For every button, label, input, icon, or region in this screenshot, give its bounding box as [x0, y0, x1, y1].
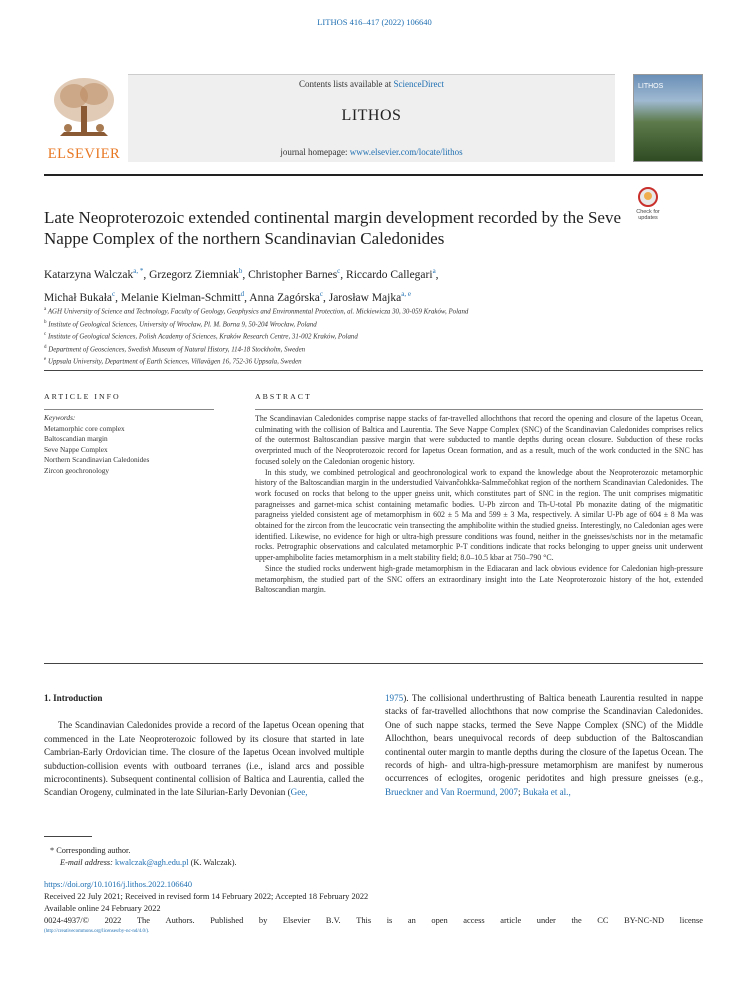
keyword: Zircon geochronology [44, 465, 110, 475]
licence-word: BY-NC-ND [624, 916, 665, 926]
footnote-rule [44, 836, 92, 837]
check-updates-dot [644, 192, 652, 200]
licence-word: article [500, 916, 522, 926]
licence-word: access [463, 916, 485, 926]
author: Anna Zagórska [249, 291, 320, 304]
footnote [50, 845, 237, 869]
article-title: Late Neoproterozoic extended continental margin development recorded by the Seve Nappe Complex of the northern Scandinavian Caledonides [44, 208, 621, 248]
sciencedirect-link[interactable]: ScienceDirect [393, 79, 444, 89]
licence-word: Elsevier [282, 916, 311, 926]
intro-paragraph-continued: 1975). The collisional underthrusting of Baltica beneath Laurentia resulted in nappe stacks of far-travelled allochthons that now comprise the Scandinavian Caledonides. One of such nappe stacks, termed the Seve Nappe Complex (SNC) of the Middle Allochthon, bears unequivocal records of deep subduction of the Baltoscandian continental outer margin to mantle depths during the closure of the Iapetus Ocean. The records of high- and ultra-high-pressure metamorphism are manifest by numerous occurrences of eclogites, orogenic peridotites and high pressure gneisses (e.g., Brueckner and Van Roermund, 2007; Bukała et al., [385, 693, 703, 797]
licence-word: Authors. [165, 916, 195, 926]
licence-word: The [136, 916, 150, 926]
abstract-body [255, 409, 703, 596]
elsevier-logo[interactable] [44, 74, 124, 162]
affiliation: $^d$ Department of Geosciences, Swedish Museum of Natural History, 114-18 Stockholm, Sweden [44, 344, 306, 354]
citation-link[interactable]: Bukała et al., [522, 786, 571, 797]
abstract-rule [44, 663, 703, 664]
article-info-heading: ARTICLE INFO [44, 392, 121, 401]
author-sup[interactable]: a, e [401, 289, 411, 298]
affiliations [44, 305, 664, 368]
homepage-line: journal homepage: www.elsevier.com/locate/lithos [280, 147, 463, 157]
author: Michał Bukała [44, 291, 113, 304]
keywords-box [44, 409, 214, 476]
intro-paragraph: The Scandinavian Caledonides provide a record of the Iapetus Ocean opening that commenced in the Late Neoproterozoic followed by its closure that started in late Cambrian-Early Ordovician time. The closure of the Iapetus Ocean involved multiple subduction-collision events with outboard terranes (i.e., island arcs and possible microcontinents). Subsequent continental collision of Baltica and Laurentia, called the Scandian Orogeny, culminated in the late Silurian-Early Devonian (Gee, [44, 720, 364, 798]
check-updates-label: Check for updates [636, 209, 660, 221]
affiliation: $^a$ AGH University of Science and Technology, Faculty of Geology, Geophysics and Environmental Protection, al. Mickiewicza 30, 30-059 Kraków, Poland [44, 307, 469, 316]
masthead [44, 74, 703, 162]
journal-name: LITHOS [341, 107, 402, 124]
author-sup[interactable]: b [238, 267, 243, 275]
licence-word: license [679, 916, 703, 926]
affiliations-rule [44, 370, 703, 371]
affiliation: $^c$ Institute of Geological Sciences, Polish Academy of Sciences, Kraków Research Centre, 31-002 Kraków, Poland [44, 332, 358, 341]
author: Riccardo Callegari [346, 268, 433, 281]
author-sup[interactable]: d [240, 289, 245, 298]
doi-link[interactable]: https://doi.org/10.1016/j.lithos.2022.106640 [44, 880, 193, 889]
abstract-paragraph: The Scandinavian Caledonides comprise nappe stacks of far-travelled allochthons that record the opening and closure of the Iapetus Ocean, culminating with the collision of Baltica and Laurentia. The Seve Nappe Complex (SNC) of the Scandinavian Caledonides comprises relics of the outermost Baltoscandian passive margin that were subducted to mantle depths during ocean closure. Subduction of these rocks overprinted much of the Neoproterozoic record for Iapetus Ocean formation, and as a result, much of the work conducted in the SNC has focused solely on the Caledonian orogenic history. [255, 414, 703, 466]
author: Christopher Barnes [248, 268, 338, 281]
available-online: Available online 24 February 2022 [44, 904, 161, 914]
licence-word: 0024-4937/© [44, 916, 89, 926]
citation-link[interactable]: 1975 [385, 693, 404, 703]
author-sup[interactable]: a [432, 267, 436, 275]
cover-title: LITHOS [638, 83, 664, 90]
licence-line [44, 915, 703, 927]
abstract-paragraph: In this study, we combined petrological and geochronological work to expand the knowledge about the Neoproterozoic metamorphic history of the Baltoscandian margin in the understudied Vaivančohkka-Salmmečohkat region of the northern Scandinavian Caledonides. The work focused on rocks that belong to the upper gneiss unit, which constitutes part of SNC in the region. The unit comprises migmatitic paragneisses and garnet-mica schist containing metamafic bodies. U-Pb zircon and Th-U-total Pb monazite dating of the migmatitic paragneiss yielded consistent age of metamorphism in 602 ± 5 Ma and 599 ± 3 Ma, respectively. A similar U-Pb age of 604 ± 8 Ma was obtained for the zircon from the leucocratic vein transecting the amphibolite within the studied gneiss. Interestingly, no Caledonian ages were identified. Likewise, no evidence for high or ultra-high pressure conditions was found, neither in the gneisses/schists nor in the metamafic rocks. Petrographic observations and calculated metamorphic P-T conditions indicate that rocks belonging to upper gneiss unit underwent upper-amphibolite facies metamorphism in a melt stability field; 8.0–10.5 kbar at 750–790 °C. [255, 467, 703, 563]
author-sup[interactable]: c [337, 267, 341, 275]
contents-line: Contents lists available at ScienceDirect [299, 79, 444, 89]
publication-info [44, 879, 703, 936]
author: Katarzyna Walczak [44, 268, 134, 281]
citation-link[interactable]: Gee, [290, 787, 308, 798]
licence-word: Published [210, 916, 244, 926]
email-link[interactable]: kwalczak@agh.edu.pl [115, 858, 189, 867]
keyword: Seve Nappe Complex [44, 444, 108, 454]
citation-link[interactable]: Brueckner and Van Roermund, 2007 [385, 786, 518, 797]
homepage-link[interactable]: www.elsevier.com/locate/lithos [349, 147, 463, 157]
author-sup[interactable]: c [319, 289, 323, 298]
received-dates: Received 22 July 2021; Received in revised form 14 February 2022; Accepted 18 February 2022 [44, 892, 369, 902]
keyword: Metamorphic core complex [44, 423, 125, 433]
licence-word: B.V. [325, 916, 341, 926]
elsevier-wordmark: ELSEVIER [47, 146, 121, 162]
keywords-label: Keywords: [44, 413, 76, 422]
affiliation: $^e$ Uppsala University, Department of Earth Sciences, Villavägen 16, 752-36 Uppsala, Sweden [44, 357, 302, 366]
check-for-updates-badge[interactable] [629, 187, 667, 225]
author: Jarosław Majka [328, 291, 402, 304]
intro-left-column [44, 692, 364, 800]
keyword: Baltoscandian margin [44, 434, 108, 443]
email-line: E-mail address: kwalczak@agh.edu.pl (K. Walczak). [60, 858, 237, 867]
licence-word: 2022 [104, 916, 122, 926]
masthead-rule [44, 174, 703, 176]
author: Melanie Kielman-Schmitt [120, 291, 241, 304]
abstract-heading: ABSTRACT [255, 392, 312, 401]
section-heading-introduction: 1. Introduction [44, 693, 103, 703]
intro-right-column [385, 692, 703, 799]
licence-word: under [536, 916, 556, 926]
affiliation: $^b$ Institute of Geological Sciences, University of Wrocław, Pl. M. Borna 9, 50-204 Wrocław, Poland [44, 319, 317, 328]
author-sup[interactable]: c [112, 289, 116, 298]
corresponding-author-note: * Corresponding author. [50, 846, 131, 855]
journal-cover-image[interactable] [633, 74, 703, 162]
masthead-center [128, 74, 615, 162]
author-list: Katarzyna Walczak$^{a, *}$, Grzegorz Ziemniak$^b$, Christopher Barnes$^c$, Riccardo Callegari$^a$, Michał Bukała$^c$, Melanie Kielman-Schmitt$^d$, Anna Zagórska$^c$, Jarosław Majka$^{a, e}$ [44, 267, 439, 304]
licence-word: an [407, 916, 416, 926]
author-sup[interactable]: a, * [133, 267, 144, 275]
elsevier-tree-icon [50, 76, 118, 140]
licence-word: open [431, 916, 448, 926]
keyword: Northern Scandinavian Caledonides [44, 455, 150, 464]
author: Grzegorz Ziemniak [149, 268, 239, 281]
licence-word: This [356, 916, 372, 926]
licence-word: CC [597, 916, 609, 926]
licence-word: by [258, 916, 268, 926]
licence-word: is [386, 916, 393, 926]
abstract-paragraph: Since the studied rocks underwent high-grade metamorphism in the Ediacaran and lack obvious evidence for Caledonian high-pressure metamorphism, the studied part of the SNC offers an extraordinary insight into the Late Neoproterozoic history of the hot, extended Baltoscandian margin. [255, 563, 703, 595]
licence-word: the [571, 916, 582, 926]
licence-url[interactable]: (http://creativecommons.org/licenses/by-nc-nd/4.0/). [44, 929, 150, 935]
journal-reference[interactable]: LITHOS 416–417 (2022) 106640 [317, 17, 432, 27]
